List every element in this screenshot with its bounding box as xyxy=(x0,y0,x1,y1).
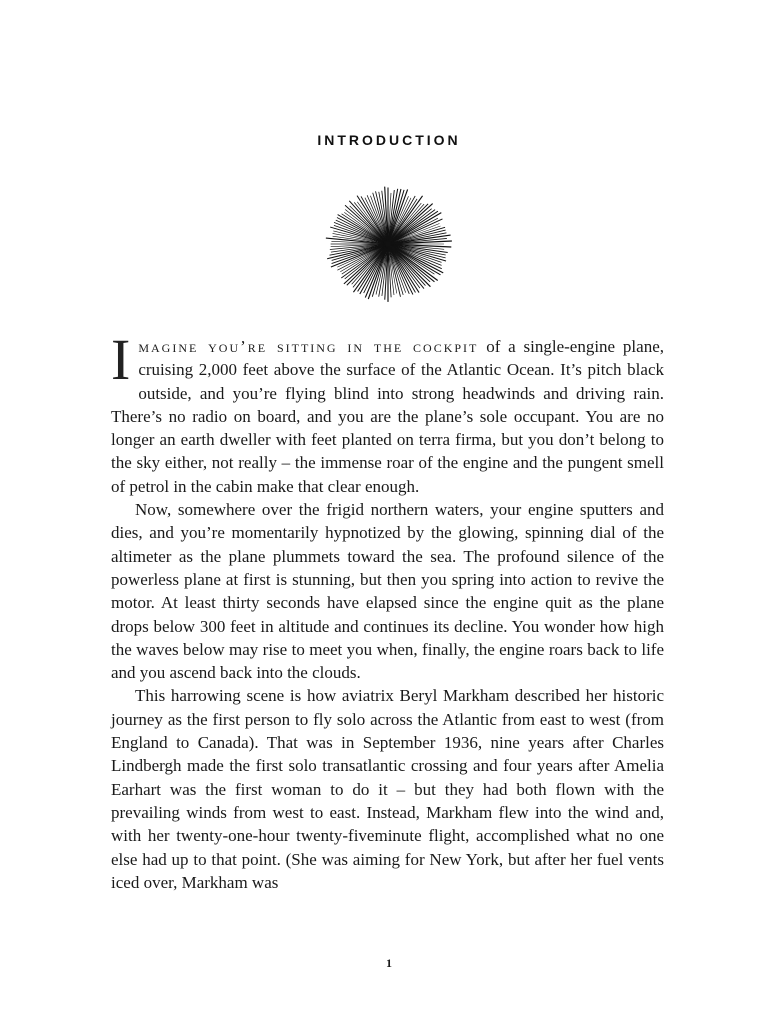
page-number: 1 xyxy=(386,956,392,970)
paragraph-1 xyxy=(111,327,664,498)
opening-smallcaps: magine you’re sitting in the cockpit xyxy=(138,337,479,356)
drop-cap: I xyxy=(111,327,131,392)
chapter-title: INTRODUCTION xyxy=(317,132,461,148)
starburst-ornament-icon xyxy=(323,185,453,303)
paragraph-2: Now, somewhere over the frigid northern waters, your engine sputters and dies, and you’re momentarily hypnotized by the glowing, spinning dial of the altimeter as the plane plummets toward the sea. The profound silence of the powerless plane at first is stunning, but then you spring into action to revive the motor. At least thirty seconds have elapsed since the engine quit as the plane drops below 300 feet in altitude and continues its decline. You wonder how high the waves below may rise to meet you when, finally, the engine roars back to life and you ascend back into the clouds. xyxy=(111,500,664,683)
paragraph-3: This harrowing scene is how aviatrix Beryl Markham described her historic journey as the first person to fly solo across the Atlantic from east to west (from England to Canada). That was in September 1936, nine years after Charles Lindbergh made the first solo transatlantic crossing and four years after Amelia Earhart was the first woman to do it – but they had both flown with the prevailing winds from west to east. Instead, Markham flew into the wind and, with her twenty-one-hour twenty-fiveminute flight, accomplished what no one else had up to that point. (She was aiming for New York, but after her fuel vents iced over, Markham was xyxy=(111,686,664,892)
paragraph-1-text: of a single-engine plane, cruising 2,000 feet above the surface of the Atlantic Ocean. It’s pitch black outside, and you’re flying blind into strong headwinds and driving rain. There’s no radio on board, and you are the plane’s sole occupant. You are no longer an earth dweller with feet planted on terra firma, but you don’t belong to the sky either, not really – the immense roar of the engine and the pungent smell of petrol in the cabin make that clear enough. xyxy=(111,337,664,496)
body-text xyxy=(111,327,664,894)
